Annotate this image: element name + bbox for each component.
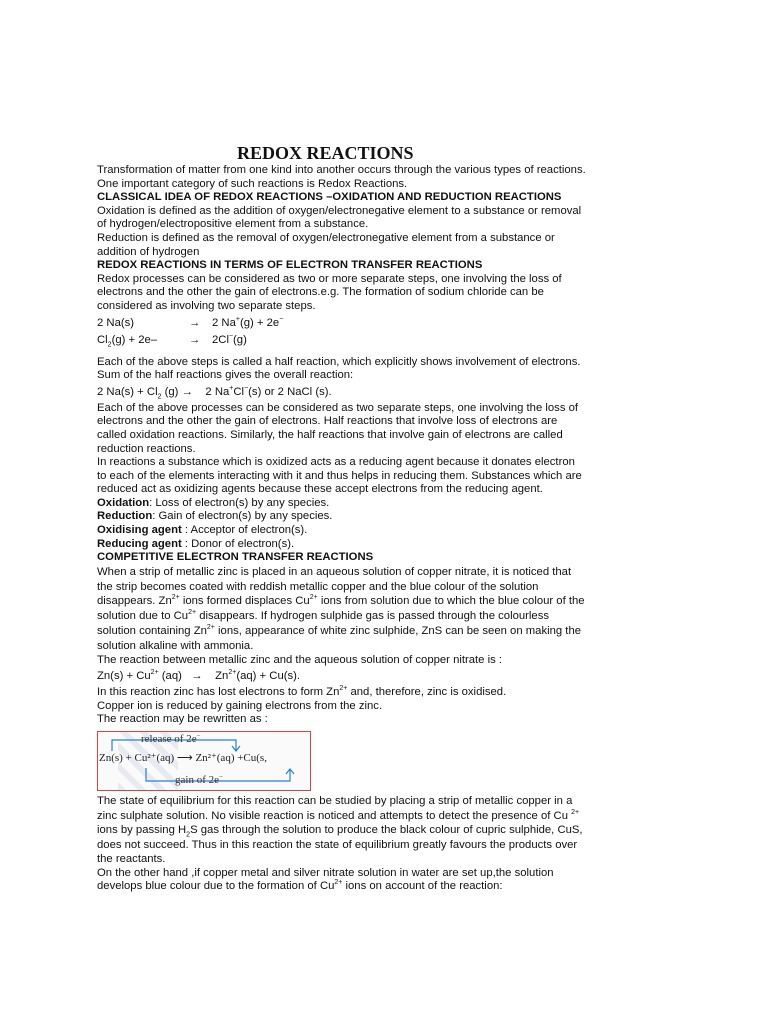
gain-label: gain of 2e− — [175, 772, 223, 786]
half-reaction-paragraph: Each of the above steps is called a half reaction, which explicitly shows involvement of electrons. Sum of the half reactions gives the overall reaction: — [97, 355, 581, 382]
heading-competitive: COMPETITIVE ELECTRON TRANSFER REACTIONS — [97, 551, 374, 564]
silver-paragraph: On the other hand ,if copper metal and silver nitrate solution in water are set up,the solution develops blue colour due to the formation of $Cu^{2+}$ ions on account of the reaction: — [97, 866, 554, 893]
definition-reducing-agent: Reducing agent : Donor of electron(s). — [97, 537, 295, 550]
page-title: REDOX REACTIONS — [237, 143, 414, 163]
equation-zinc-copper: $Zn(s) + Cu^{2+}$ (aq) → $Zn^{2+}(aq) + Cu(s)$. — [97, 669, 301, 683]
redox-processes-paragraph: Redox processes can be considered as two or more separate steps, one involving the loss of electrons and the other the gain of electrons.e.g. The formation of sodium chloride can be considered as involving two separate steps. — [97, 272, 562, 312]
equilibrium-paragraph: The state of equilibrium for this reaction can be studied by placing a strip of metallic copper in a zinc sulphate solution. No visible reaction is noticed and attempts to detect the presence of Cu $^{2+}$ ions by passing $H_2S$ gas through the solution to produce the black colour of cupric sulphide, CuS, does not succeed. Thus in this reaction the state of equilibrium greatly favours the products over the reactants. — [97, 795, 583, 865]
heading-electron-transfer: REDOX REACTIONS IN TERMS OF ELECTRON TRANSFER REACTIONS — [97, 259, 483, 272]
equation-overall: 2 $Na(s) + Cl_2$ (g) → 2 Na+Cl−(s) or 2 NaCl (s). — [97, 384, 332, 400]
release-label: release of 2e− — [141, 731, 201, 745]
copper-reduced-line: Copper ion is reduced by gaining electrons from the zinc. — [97, 699, 383, 712]
reaction-intro: The reaction between metallic zinc and the aqueous solution of copper nitrate is : — [97, 653, 503, 666]
rewritten-line: The reaction may be rewritten as : — [97, 713, 268, 726]
lost-electrons-line: In this reaction zinc has lost electrons to form $Zn^{2+}$ and, therefore, zinc is oxidised. — [97, 685, 507, 699]
processes-paragraph: Each of the above processes can be considered as two separate steps, one involving the loss of electrons and the other the gain of electrons. Half reactions that involve loss of electrons are called oxidation reactions. Similarly, the half reactions that involve gain of electrons are called reduction reactions. — [97, 401, 579, 455]
agents-paragraph: In reactions a substance which is oxidized acts as a reducing agent because it donates electron to each of the elements interacting with it and thus helps in reducing them. Substances which are reduced act as oxidizing agents because these accept electrons from the reducing agent. — [97, 456, 582, 496]
document-body — [97, 164, 587, 894]
definition-oxidation: Oxidation: Loss of electron(s) by any species. — [97, 496, 330, 509]
equation-chlorine: $Cl_2(g) + 2e- \to 2Cl^-(g)$ — [97, 332, 247, 348]
definition-oxidising-agent: Oxidising agent : Acceptor of electron(s). — [97, 524, 308, 537]
heading-classical-idea: CLASSICAL IDEA OF REDOX REACTIONS –OXIDATION AND REDUCTION REACTIONS — [97, 191, 562, 204]
reduction-definition: Reduction is defined as the removal of oxygen/electronegative element from a substance or addition of hydrogen — [97, 231, 555, 258]
figure-equation: Zn(s) + Cu²⁺(aq) ⟶ Zn²⁺(aq) +Cu(s, — [99, 752, 267, 764]
zinc-paragraph: When a strip of metallic zinc is placed in an aqueous solution of copper nitrate, it is noticed that the strip becomes coated with reddish metallic copper and the blue colour of the solution disappears. $Zn^{2+}$ ions formed displaces $Cu^{2+}$ ions from solution due to which the blue colour of the solution due to $Cu^{2+}$ disappears. If hydrogen sulphide gas is passed through the colourless solution containing $Zn^{2+}$ ions, appearance of white zinc sulphide, ZnS can be seen on making the solution alkaline with ammonia. — [97, 565, 585, 652]
oxidation-definition: Oxidation is defined as the addition of oxygen/electronegative element to a substance or removal of hydrogen/electropositive element from a substance. — [97, 204, 582, 231]
definition-reduction: Reduction: Gain of electron(s) by any species. — [97, 510, 333, 523]
intro-paragraph: Transformation of matter from one kind into another occurs through the various types of reactions. One important category of such reactions is Redox Reactions. — [97, 164, 586, 190]
electron-transfer-figure — [97, 731, 311, 791]
equation-sodium: 2 Na(s) → 2 Na+(g) + 2e− — [97, 315, 284, 329]
